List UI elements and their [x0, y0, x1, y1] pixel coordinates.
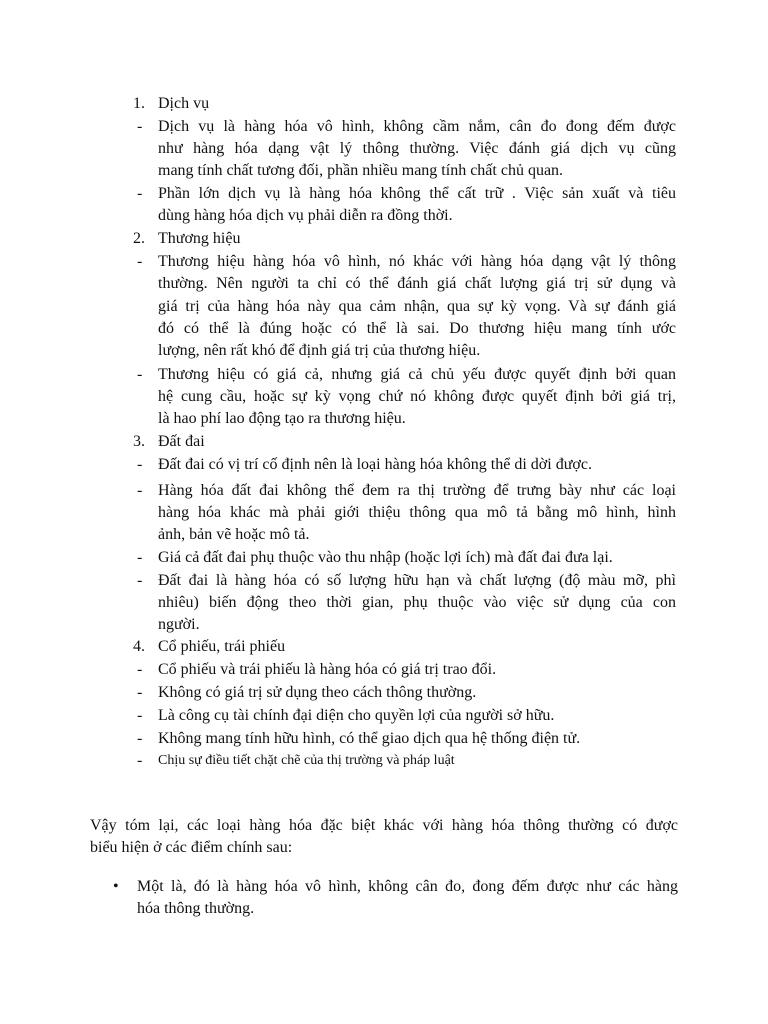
bullet-marker: -: [137, 684, 143, 701]
bullet-line: Chịu sự điều tiết chặt chẽ của thị trường và pháp luật: [158, 753, 455, 768]
bullet-line: người.: [158, 616, 200, 633]
bullet-line: Không có giá trị sử dụng theo cách thông thường.: [158, 684, 477, 701]
section-title: Đất đai: [158, 433, 205, 450]
bullet-line: lượng, nên rất khó để định giá trị của thương hiệu.: [158, 342, 481, 359]
bullet-line: thường. Nên người ta chỉ có thể đánh giá chất lượng giá trị sử dụng và: [158, 275, 676, 292]
bullet-line: mang tính chất tương đối, phần nhiều mang tính chất chủ quan.: [158, 162, 564, 179]
bullet-marker: -: [137, 752, 143, 769]
bullet-line: Thương hiệu có giá cả, nhưng giá cả chủ yếu được quyết định bởi quan: [158, 366, 676, 383]
section-title: Cổ phiếu, trái phiếu: [158, 638, 286, 655]
section-number: 1.: [133, 95, 145, 112]
bullet-line: nhiêu) biến động theo thời gian, phụ thuộc vào việc sử dụng của con: [158, 594, 676, 611]
bullet-line: Cổ phiếu và trái phiếu là hàng hóa có giá trị trao đổi.: [158, 661, 497, 678]
point-line: hóa thông thường.: [137, 900, 255, 917]
bullet-line: Hàng hóa đất đai không thể đem ra thị trường để trưng bày như các loại: [158, 482, 676, 499]
bullet-line: Không mang tính hữu hình, có thể giao dịch qua hệ thống điện tử.: [158, 730, 581, 747]
section-number: 4.: [133, 638, 145, 655]
point-line: Một là, đó là hàng hóa vô hình, không cân đo, đong đếm được như các hàng: [137, 878, 678, 895]
bullet-line: Thương hiệu hàng hóa vô hình, nó khác với hàng hóa dạng vật lý thông: [158, 253, 676, 270]
bullet-marker: •: [113, 878, 119, 895]
bullet-line: Giá cả đất đai phụ thuộc vào thu nhập (hoặc lợi ích) mà đất đai đưa lại.: [158, 549, 613, 566]
bullet-marker: -: [137, 456, 143, 473]
bullet-line: giá trị của hàng hóa này qua cảm nhận, qua sự kỳ vọng. Và sự đánh giá: [158, 298, 676, 315]
bullet-line: dùng hàng hóa dịch vụ phải diễn ra đồng thời.: [158, 207, 453, 224]
bullet-line: như hàng hóa dạng vật lý thông thường. Việc đánh giá dịch vụ cũng: [158, 140, 676, 157]
bullet-marker: -: [137, 482, 143, 499]
bullet-marker: -: [137, 661, 143, 678]
bullet-marker: -: [137, 707, 143, 724]
bullet-marker: -: [137, 118, 143, 135]
bullet-line: Dịch vụ là hàng hóa vô hình, không cầm nắm, cân đo đong đếm được: [158, 118, 676, 135]
bullet-marker: -: [137, 253, 143, 270]
section-number: 3.: [133, 433, 145, 450]
bullet-line: là hao phí lao động tạo ra thương hiệu.: [158, 410, 406, 427]
bullet-line: Phần lớn dịch vụ là hàng hóa không thể cất trữ . Việc sản xuất và tiêu: [158, 185, 676, 202]
summary-line: Vậy tóm lại, các loại hàng hóa đặc biệt khác với hàng hóa thông thường có được: [90, 817, 678, 834]
bullet-marker: -: [137, 572, 143, 589]
bullet-line: đó có thể là đúng hoặc có thể là sai. Do thương hiệu mang tính ước: [158, 320, 676, 337]
bullet-line: hàng hóa khác mà phải giới thiệu thông qua mô tả bằng mô hình, hình: [158, 504, 676, 521]
section-number: 2.: [133, 230, 145, 247]
bullet-line: Đất đai có vị trí cố định nên là loại hàng hóa không thể di dời được.: [158, 456, 592, 473]
bullet-marker: -: [137, 366, 143, 383]
section-title: Dịch vụ: [158, 95, 210, 112]
summary-line: biểu hiện ở các điểm chính sau:: [90, 839, 293, 856]
bullet-line: Đất đai là hàng hóa có số lượng hữu hạn và chất lượng (độ màu mỡ, phì: [158, 572, 676, 589]
bullet-marker: -: [137, 730, 143, 747]
bullet-line: ảnh, bản vẽ hoặc mô tả.: [158, 526, 310, 543]
bullet-marker: -: [137, 549, 143, 566]
bullet-line: Là công cụ tài chính đại diện cho quyền lợi của người sở hữu.: [158, 707, 555, 724]
bullet-marker: -: [137, 185, 143, 202]
section-title: Thương hiệu: [158, 230, 241, 247]
bullet-line: hệ cung cầu, hoặc sự kỳ vọng chứ nó không được quyết định bởi giá trị,: [158, 388, 676, 405]
